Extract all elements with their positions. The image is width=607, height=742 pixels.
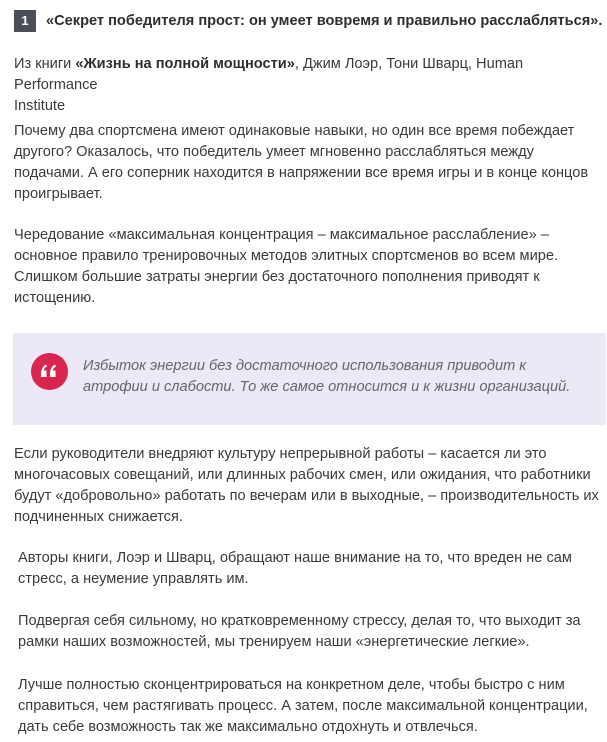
paragraph-3 — [14, 444, 602, 528]
paragraph-line: дать себе возможность так же максимально отдохнуть и отвлечься. — [18, 719, 478, 735]
source-paragraph — [14, 54, 602, 117]
paragraph-line: Лучше полностью сконцентрироваться на конкретном деле, чтобы быстро с ним — [18, 677, 565, 693]
paragraph-line: стресс, а неумение управлять им. — [18, 571, 249, 587]
paragraph-line: проигрывает. — [14, 186, 103, 202]
quote-block — [13, 333, 606, 425]
paragraph-line: Подвергая себя сильному, но кратковременному стрессу, делая то, что выходит за — [18, 613, 581, 629]
paragraph-line: многочасовых совещаний, или длинных рабочих смен, или ожидания, что работники — [14, 467, 591, 483]
paragraph-line: подчиненных снижается. — [14, 509, 183, 525]
paragraph-line: другого? Оказалось, что победитель умеет мгновенно расслабляться между — [14, 144, 534, 160]
paragraph-5 — [18, 611, 602, 653]
quote-text — [83, 356, 593, 398]
paragraph-line: рамки наших возможностей, мы тренируем наши «энергетические легкие». — [18, 634, 530, 650]
paragraph-line: будут «добровольно» работать по вечерам или в выходные, – производительность их — [14, 488, 599, 504]
quote-icon — [31, 353, 68, 390]
paragraph-line: истощению. — [14, 290, 96, 306]
paragraph-1 — [14, 121, 602, 205]
paragraph-line: Слишком большие затраты энергии без достаточного пополнения приводят к — [14, 269, 540, 285]
paragraph-line: Почему два спортсмена имеют одинаковые навыки, но один все время побеждает — [14, 123, 575, 139]
section-heading — [14, 10, 604, 32]
paragraph-line: Чередование «максимальная концентрация – максимальное расслабление» – — [14, 227, 549, 243]
paragraph-line: Если руководители внедряют культуру непрерывной работы – касается ли это — [14, 446, 547, 462]
paragraph-line: справиться, чем растягивать процесс. А затем, после максимальной концентрации, — [18, 698, 588, 714]
source-institute: Institute — [14, 98, 66, 114]
source-authors: , Джим Лоэр, Тони Шварц, Human Performance — [14, 56, 524, 93]
quote-line: атрофии и слабости. То же самое относится и к жизни организаций. — [83, 379, 571, 395]
source-prefix: Из книги — [14, 56, 76, 72]
paragraph-4 — [18, 548, 602, 590]
book-title: «Жизнь на полной мощности» — [75, 56, 295, 72]
paragraph-2 — [14, 225, 602, 309]
paragraph-line: Авторы книги, Лоэр и Шварц, обращают наше внимание на то, что вреден не сам — [18, 550, 572, 566]
quote-line: Избыток энергии без достаточного использования приводит к — [83, 358, 527, 374]
paragraph-line: основное правило тренировочных методов элитных спортсменов во всем мире. — [14, 248, 559, 264]
paragraph-6 — [18, 675, 602, 738]
paragraph-line: подачами. А его соперник находится в напряжении все время игры и в конце концов — [14, 165, 589, 181]
heading-title: «Секрет победителя прост: он умеет вовремя и правильно расслабляться». — [46, 12, 603, 29]
number-badge: 1 — [14, 10, 36, 32]
